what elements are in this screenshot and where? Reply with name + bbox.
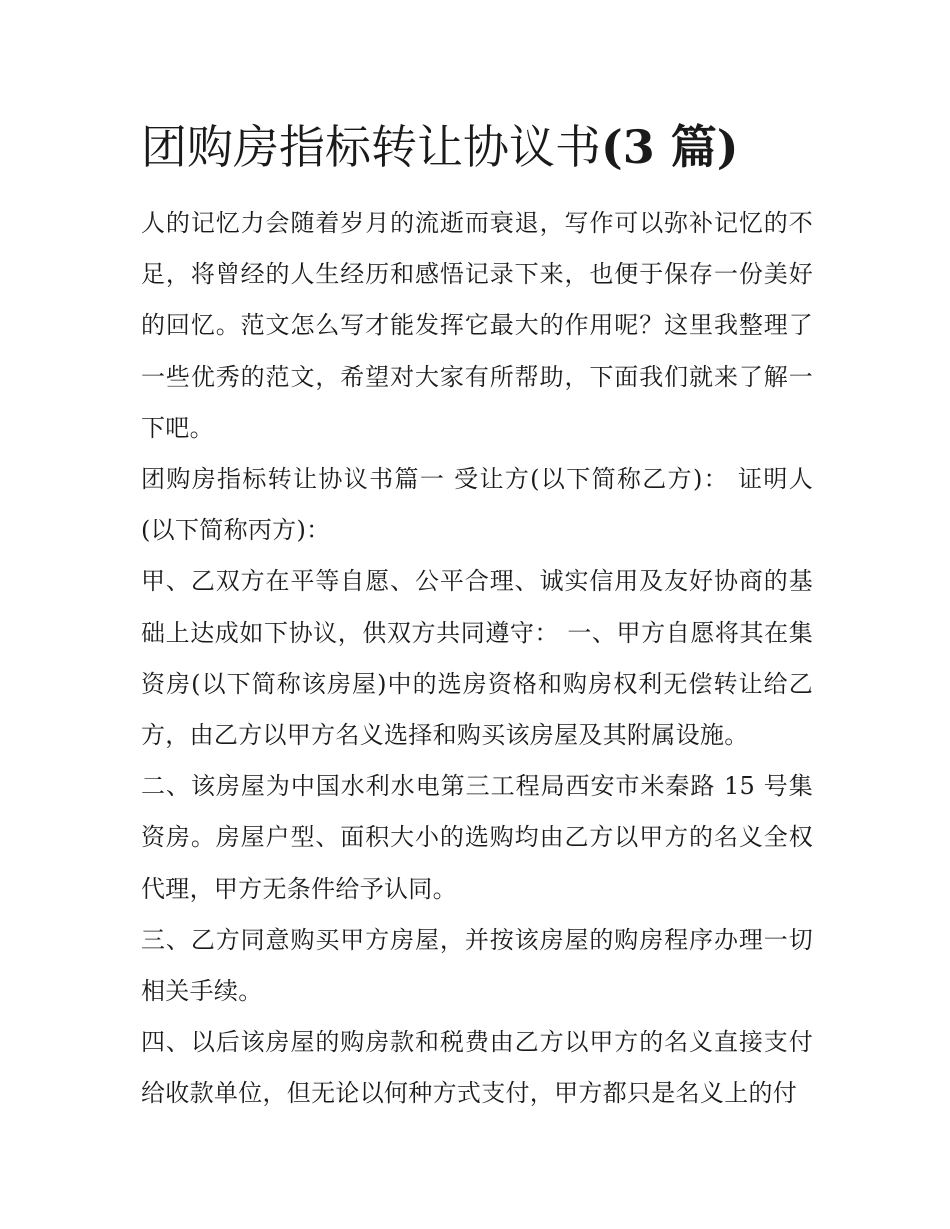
title-main: 团购房指标转让协议书 [141,120,601,174]
document-title [141,112,813,182]
paragraph-clause-3: 三、乙方同意购买甲方房屋，并按该房屋的购房程序办理一切相关手续。 [141,925,813,1006]
document-page [141,112,813,1120]
paragraph-parties: 团购房指标转让协议书篇一 受让方(以下简称乙方)： 证明人(以下简称丙方)： [141,465,813,545]
paragraph-clause-2: 二、该房屋为中国水利水电第三工程局西安市米秦路 15 号集资房。房屋户型、面积大小的选购均由乙方以甲方的名义全权代理，甲方无条件给予认同。 [141,772,813,903]
title-suffix: (3 篇) [601,120,739,174]
paragraph-clause-4: 四、以后该房屋的购房款和税费由乙方以甲方的名义直接支付给收款单位，但无论以何种方式支付，甲方都只是名义上的付 [141,1028,813,1108]
paragraph-intro: 人的记忆力会随着岁月的流逝而衰退，写作可以弥补记忆的不足，将曾经的人生经历和感悟记录下来，也便于保存一份美好的回忆。范文怎么写才能发挥它最大的作用呢？这里我整理了一些优秀的范文，希望对大家有所帮助，下面我们就来了解一下吧。 [141,209,813,442]
paragraph-clause-1: 甲、乙双方在平等自愿、公平合理、诚实信用及友好协商的基础上达成如下协议，供双方共同遵守： 一、甲方自愿将其在集资房(以下简称该房屋)中的选房资格和购房权利无偿转让给乙方，由乙方以甲方名义选择和购买该房屋及其附属设施。 [141,567,813,750]
